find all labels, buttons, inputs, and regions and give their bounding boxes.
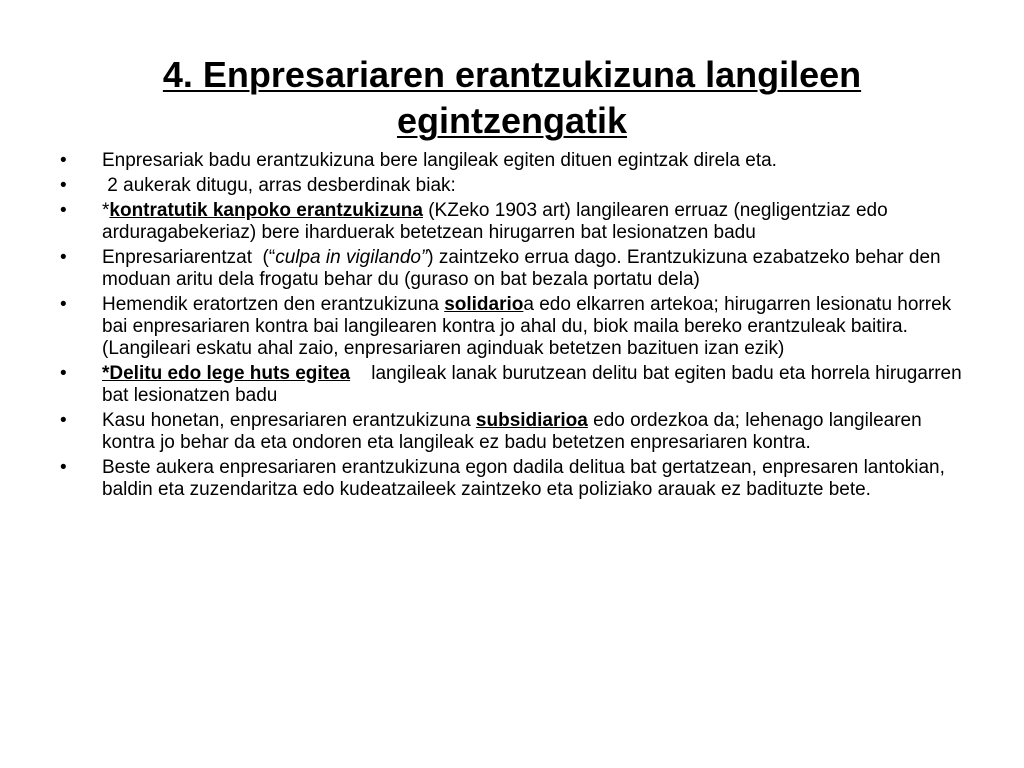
bullet-icon: • bbox=[60, 457, 67, 478]
bullet-icon: • bbox=[60, 294, 67, 315]
bullet-icon: • bbox=[60, 175, 67, 196]
bullet-icon: • bbox=[60, 363, 67, 384]
bullet-text: Enpresariak badu erantzukizuna bere langileak egiten dituen egintzak direla eta. bbox=[102, 150, 777, 171]
bullet-text: (KZeko 1903 art) langilearen erruaz (negligentziaz edo arduragabekeriaz) bere iharduerak betetzean hirugarren bat lesionatzen badu bbox=[102, 200, 888, 243]
bullet-item bbox=[60, 150, 965, 172]
bullet-item bbox=[60, 363, 965, 407]
underlined-term: subsidiarioa bbox=[475, 410, 588, 431]
bullet-icon: • bbox=[60, 410, 67, 431]
underlined-term: solidario bbox=[444, 294, 524, 315]
slide-title-line-2: egintzengatik bbox=[396, 100, 628, 142]
bullet-text: a edo elkarren artekoa; hirugarren lesionatu horrek bai enpresariaren kontra bai langilearen kontra jo ahal du, biok maila bereko erantzuleak baitira. (Langileari eskatu ahal zaio, enpresariaren aginduak betetzen bazituen izan ezik) bbox=[102, 294, 952, 359]
bullet-lead: Enpresariarentzat bbox=[102, 247, 252, 268]
underlined-term: *Delitu edo lege huts egitea bbox=[102, 363, 351, 384]
bullet-item bbox=[60, 175, 965, 197]
bullet-item bbox=[60, 247, 965, 291]
bullet-prefix: * bbox=[102, 200, 110, 221]
bullet-text: langileak lanak burutzean delitu bat egiten badu eta horrela hirugarren bat lesionatzen badu bbox=[102, 363, 967, 406]
bullet-icon: • bbox=[60, 247, 67, 268]
bullet-text: 2 aukerak ditugu, arras desberdinak biak: bbox=[102, 175, 456, 196]
bullet-text: ) zaintzeko errua dago. Erantzukizuna ezabatzeko behar den moduan aritu dela frogatu behar du (guraso on bat bezala portatu dela) bbox=[102, 247, 941, 290]
bullet-icon: • bbox=[60, 200, 67, 221]
slide-title bbox=[0, 52, 1024, 144]
bullet-text: edo ordezkoa da; lehenago langilearen kontra jo behar da eta ondoren eta langileak ez badu betetzen enpresariaren kontra. bbox=[102, 410, 922, 453]
slide-title-line-1: 4. Enpresariaren erantzukizuna langileen bbox=[162, 54, 862, 96]
bullet-text: Hemendik eratortzen den erantzukizuna bbox=[102, 294, 445, 315]
bullet-item bbox=[60, 410, 965, 454]
bullet-item bbox=[60, 200, 965, 244]
bullet-text: Beste aukera enpresariaren erantzukizuna egon dadila delitua bat gertatzean, enpresaren lantokian, baldin eta zuzendaritza edo kudeatzaileek zaintzeko eta poliziako arauak ez badituzte bete. bbox=[102, 457, 945, 500]
bullet-item bbox=[60, 457, 965, 501]
bullet-list bbox=[60, 150, 965, 504]
bullet-text: Kasu honetan, enpresariaren erantzukizuna bbox=[102, 410, 476, 431]
underlined-term: kontratutik kanpoko erantzukizuna bbox=[109, 200, 423, 221]
bullet-item bbox=[60, 294, 965, 360]
italic-phrase: culpa in vigilando” bbox=[275, 247, 428, 268]
bullet-text: (“ bbox=[251, 247, 276, 268]
bullet-icon: • bbox=[60, 150, 67, 171]
